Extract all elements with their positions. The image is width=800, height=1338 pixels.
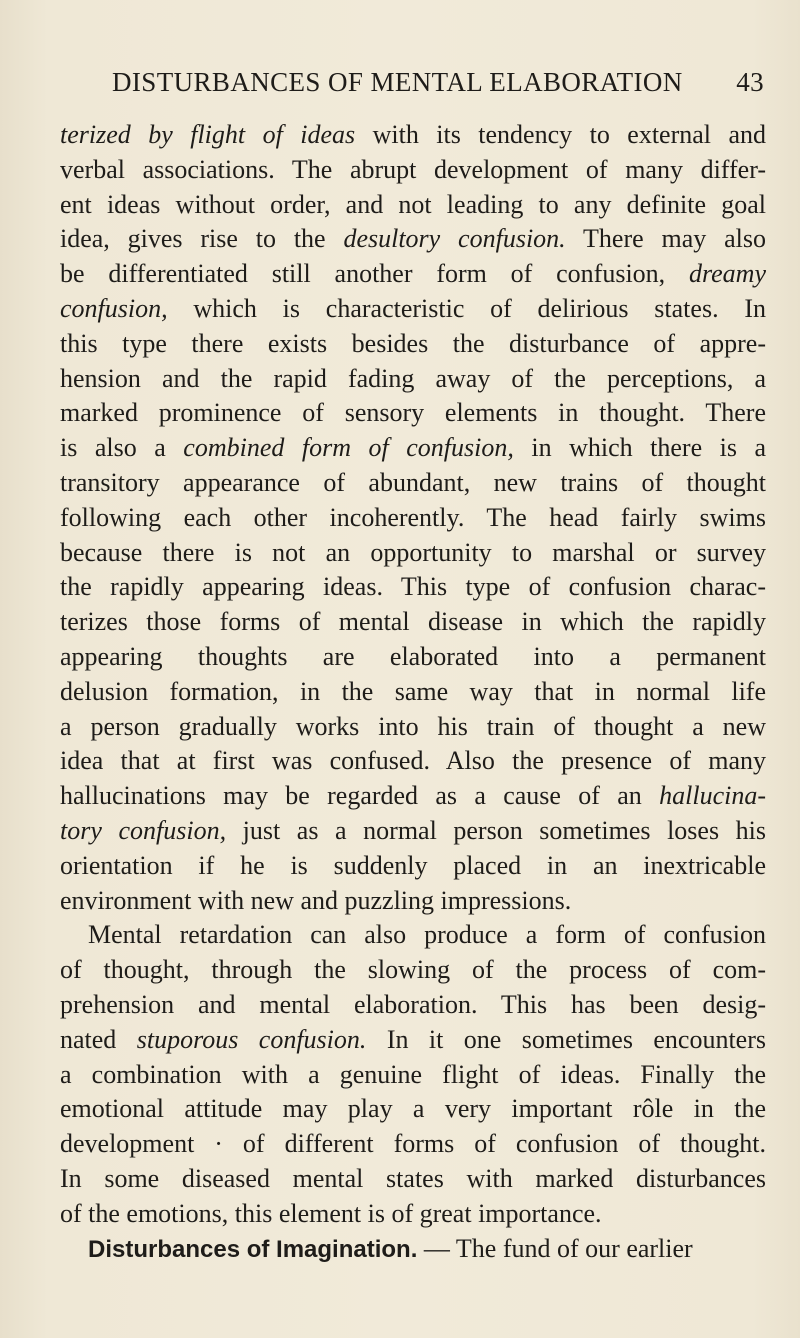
text-line (60, 675, 766, 710)
text-line (60, 605, 766, 640)
italic-phrase: desultory confusion. (343, 224, 566, 254)
text-line (60, 118, 766, 153)
text-segment: just as a normal person sometimes loses his (226, 815, 766, 845)
text-segment: development · of different forms of confusion of thought. (60, 1129, 766, 1159)
text-segment: of thought, through the slowing of the process of com- (60, 955, 766, 985)
text-line (60, 153, 766, 188)
text-segment: which is characteristic of delirious states. In (167, 293, 766, 323)
text-line (60, 744, 766, 779)
text-line (60, 1127, 766, 1162)
text-segment: a combination with a genuine flight of ideas. Finally the (60, 1059, 766, 1089)
text-segment: terizes those forms of mental disease in which the rapidly (60, 607, 766, 637)
text-line (60, 222, 766, 257)
text-line (60, 953, 766, 988)
text-line (60, 814, 766, 849)
page-number: 43 (736, 67, 764, 97)
section-sidehead: Disturbances of Imagination. (88, 1235, 418, 1263)
text-line (60, 1197, 766, 1232)
italic-phrase: terized by flight of ideas (60, 120, 356, 149)
text-line (60, 779, 766, 814)
text-segment: prehension and mental elaboration. This has been desig- (60, 989, 766, 1019)
text-segment: In it one sometimes encounters (366, 1024, 766, 1054)
text-line (60, 327, 766, 362)
text-line (60, 396, 766, 431)
text-line (60, 1232, 766, 1267)
text-line (60, 257, 766, 292)
text-segment: In some diseased mental states with marked disturbances (60, 1163, 766, 1193)
text-segment: environment with new and puzzling impressions. (60, 885, 572, 915)
text-line (60, 849, 766, 884)
text-segment: nated (60, 1024, 137, 1054)
text-segment: orientation if he is suddenly placed in an inextricable (60, 850, 766, 880)
text-segment: Mental retardation can also produce a form of confusion (88, 920, 766, 950)
text-segment: transitory appearance of abundant, new trains of thought (60, 467, 766, 497)
text-segment: ent ideas without order, and not leading to any definite goal (60, 189, 766, 219)
text-segment: is also a (60, 433, 184, 463)
body-text (60, 118, 766, 1266)
text-segment: be differentiated still another form of confusion, (60, 259, 689, 289)
text-line (60, 362, 766, 397)
text-line (60, 292, 766, 327)
text-segment: emotional attitude may play a very important rôle in the (60, 1094, 766, 1124)
italic-phrase: tory confusion, (60, 815, 227, 845)
text-line (60, 188, 766, 223)
running-title: DISTURBANCES OF MENTAL ELABORATION (112, 67, 683, 97)
text-line (60, 918, 766, 953)
text-segment: in which there is a (513, 433, 767, 463)
text-segment: idea, gives rise to the (60, 224, 344, 254)
text-segment: hallucinations may be regarded as a cause of an (60, 781, 660, 811)
text-segment: following each other incoherently. The head fairly swims (60, 502, 766, 532)
text-segment: because there is not an opportunity to marshal or survey (60, 537, 766, 567)
text-segment: idea that at first was confused. Also the presence of many (60, 746, 766, 776)
italic-phrase: dreamy (688, 259, 766, 289)
text-line (60, 640, 766, 675)
italic-phrase: combined form of confusion, (183, 433, 514, 463)
text-segment: — The fund of our earlier (417, 1233, 693, 1263)
text-segment: with its tendency to external and (355, 120, 767, 149)
text-line (60, 466, 766, 501)
text-line (60, 1023, 766, 1058)
text-line (60, 431, 766, 466)
text-segment: the rapidly appearing ideas. This type of confusion charac- (60, 572, 766, 602)
text-line (60, 501, 766, 536)
text-segment: this type there exists besides the disturbance of appre- (60, 328, 766, 358)
running-head (112, 62, 764, 102)
text-segment: hension and the rapid fading away of the perceptions, a (60, 363, 766, 393)
text-segment: a person gradually works into his train of thought a new (60, 711, 766, 741)
italic-phrase: confusion, (60, 293, 168, 323)
text-line (60, 988, 766, 1023)
text-segment: There may also (565, 224, 767, 254)
text-line (60, 536, 766, 571)
text-line (60, 884, 766, 919)
italic-phrase: stuporous confusion. (136, 1024, 367, 1054)
italic-phrase: hallucina- (659, 781, 766, 811)
text-segment: of the emotions, this element is of great importance. (60, 1198, 602, 1228)
text-segment: verbal associations. The abrupt development of many differ- (60, 154, 766, 184)
text-line (60, 570, 766, 605)
text-line (60, 1162, 766, 1197)
text-line (60, 1058, 766, 1093)
text-line (60, 710, 766, 745)
text-segment: delusion formation, in the same way that in normal life (60, 676, 766, 706)
text-line (60, 1092, 766, 1127)
text-segment: marked prominence of sensory elements in thought. There (60, 398, 766, 428)
text-segment: appearing thoughts are elaborated into a permanent (60, 641, 766, 671)
